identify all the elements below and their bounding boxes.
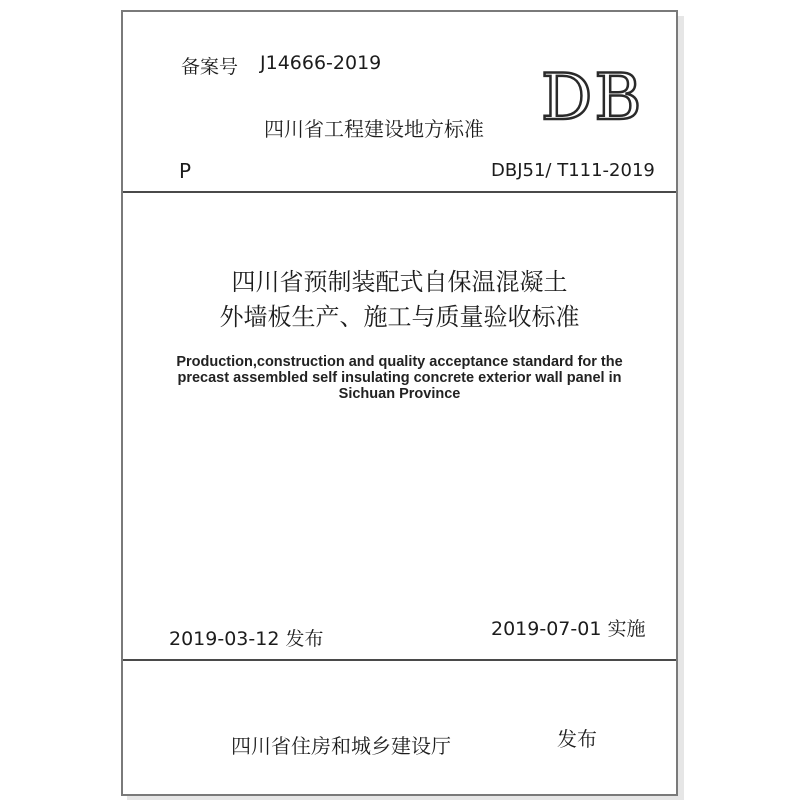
issuing-authority: 四川省住房和城乡建设厅 <box>231 734 451 758</box>
db-logo: DB <box>541 61 644 135</box>
issue-date: 2019-03-12 发布 <box>169 628 324 650</box>
chinese-title-line-1: 四川省预制装配式自保温混凝土 <box>231 268 568 296</box>
header-divider <box>123 191 676 193</box>
chinese-title-line-2: 外墙板生产、施工与质量验收标准 <box>219 303 580 331</box>
standard-type: 四川省工程建设地方标准 <box>264 117 484 141</box>
standard-cover <box>121 10 678 796</box>
english-title-line-2: precast assembled self insulating concrete exterior wall panel in <box>177 370 622 386</box>
record-number: J14666-2019 <box>260 52 382 74</box>
standard-code: DBJ51/ T111-2019 <box>491 160 655 181</box>
footer-divider <box>123 659 676 661</box>
english-title-line-1: Production,construction and quality acceptance standard for the <box>176 354 623 370</box>
english-title-line-3: Sichuan Province <box>338 386 461 402</box>
effective-date: 2019-07-01 实施 <box>491 618 646 640</box>
record-label: 备案号 <box>181 56 239 78</box>
category-letter: P <box>179 159 192 183</box>
issue-label: 发布 <box>557 727 597 751</box>
